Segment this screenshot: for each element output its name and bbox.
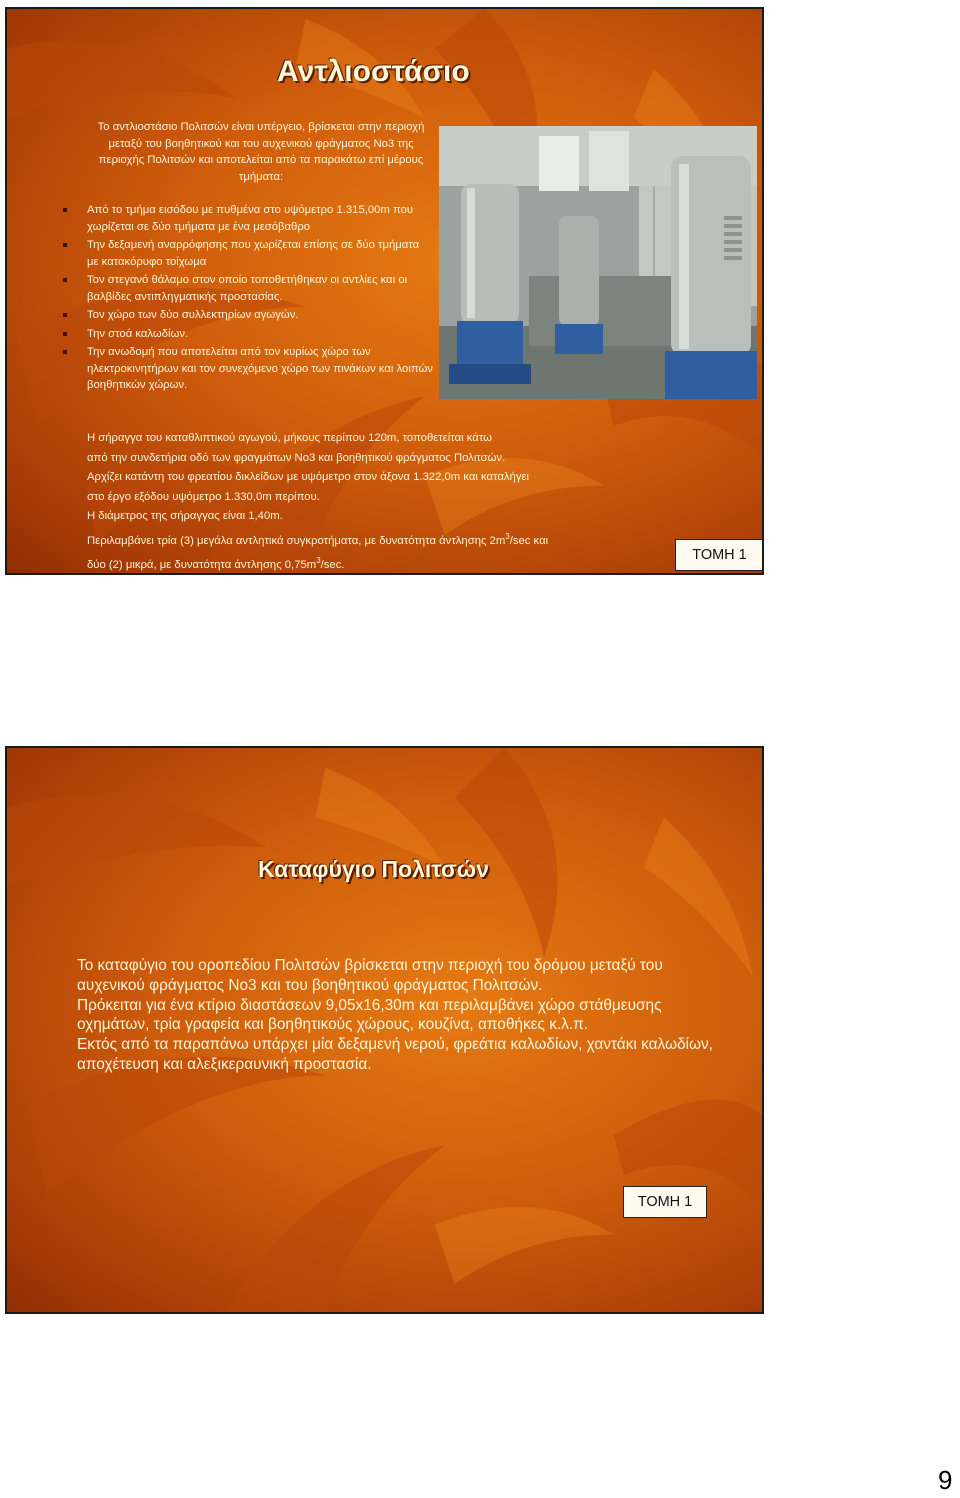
text-line: Αρχίζει κατάντη του φρεατίου δικλείδων με υψόμετρο στον άξονα 1.322,0m και καταλήγει	[87, 471, 530, 483]
text-line: στο έργο εξόδου υψόμετρο 1.330,0m περίπου.	[87, 490, 320, 503]
text-line: από την συνδετήρια οδό των φραγμάτων Νο3 και βοηθητικού φράγματος Πολιτσών.	[87, 451, 506, 464]
paragraph: Το καταφύγιο του οροπεδίου Πολιτσών βρίσκεται στην περιοχή του δρόμου μεταξύ του αυχενικού φράγματος Νο3 και του βοηθητικού φράγματος Πολιτσών.	[77, 957, 663, 994]
list-item: Την δεξαμενή αναρρόφησης που χωρίζεται επίσης σε δύο τμήματα με κατακόρυφο τοίχωμα	[63, 237, 433, 270]
list-item: Τον στεγανό θάλαμο στον οποίο τοποθετήθηκαν οι αντλίες και οι βαλβίδες αντιπληγματικής προστασίας.	[63, 272, 433, 305]
paragraph: Πρόκειται για ένα κτίριο διαστάσεων 9,05x16,30m και περιλαμβάνει χώρο στάθμευσης οχημάτων, τρία γραφεία και βοηθητικούς χώρους, κουζίνα, αποθήκες κ.λ.π.	[77, 996, 662, 1034]
pump-room-illustration	[439, 126, 757, 399]
slide-pumping-station	[5, 7, 764, 575]
pump-capacity-line: Περιλαμβάνει τρία (3) μεγάλα αντλητικά συγκροτήματα, με δυνατότητα άντλησης $2m^3/\sec$ και	[87, 531, 549, 547]
bullet-square-icon	[63, 243, 67, 247]
list-item: Από το τμήμα εισόδου με πυθμένα στο υψόμετρο 1.315,00m που χωρίζεται σε δύο τμήματα με ένα μεσόβαθρο	[63, 202, 433, 235]
slide-title: Αντλιοστάσιο	[277, 55, 470, 88]
slide-title: Καταφύγιο Πολιτσών	[258, 856, 489, 882]
list-item: Την ανωδομή που αποτελείται από τον κυρίως χώρο των ηλεκτροκινητήρων και τον συνεχόμενο χώρο των πινάκων και λοιπών βοηθητικών χώρων.	[63, 344, 433, 394]
tunnel-description	[87, 429, 687, 575]
section-tag: ΤΟΜΗ 1	[675, 539, 764, 571]
text-line: Η διάμετρος της σήραγγας είναι 1,40m.	[87, 510, 283, 522]
intro-paragraph: Το αντλιοστάσιο Πολιτσών είναι υπέργειο, βρίσκεται στην περιοχή μεταξύ του βοηθητικού και του αυχενικού φράγματος Νο3 της περιοχής Πολιτσών και αποτελείται από τα παρακάτω επί μέρους τμήματα:	[97, 121, 425, 183]
list-item: Την στοά καλωδίων.	[63, 326, 433, 343]
bullet-square-icon	[63, 332, 67, 336]
component-list	[63, 202, 433, 396]
shelter-description	[77, 956, 717, 1075]
bullet-square-icon	[63, 313, 67, 317]
page-number: 9	[938, 1465, 953, 1495]
text-line: Η σήραγγα του καταθλιπτικού αγωγού, μήκους περίπου 120m, τοποθετείται κάτω	[87, 432, 492, 444]
pump-capacity-line: δύο (2) μικρά, με δυνατότητα άντλησης $0,75m^3/\sec$.	[87, 555, 345, 571]
list-item: Τον χώρο των δύο συλλεκτηρίων αγωγών.	[63, 307, 433, 324]
bullet-square-icon	[63, 208, 67, 212]
bullet-square-icon	[63, 278, 67, 282]
paragraph: Εκτός από τα παραπάνω υπάρχει μία δεξαμενή νερού, φρεάτια καλωδίων, χαντάκι καλωδίων, αποχέτευση και αλεξικεραυνική προστασία.	[77, 1036, 713, 1073]
section-tag: ΤΟΜΗ 1	[623, 1186, 707, 1218]
pump-room-photo	[439, 126, 757, 399]
bullet-square-icon	[63, 350, 67, 354]
